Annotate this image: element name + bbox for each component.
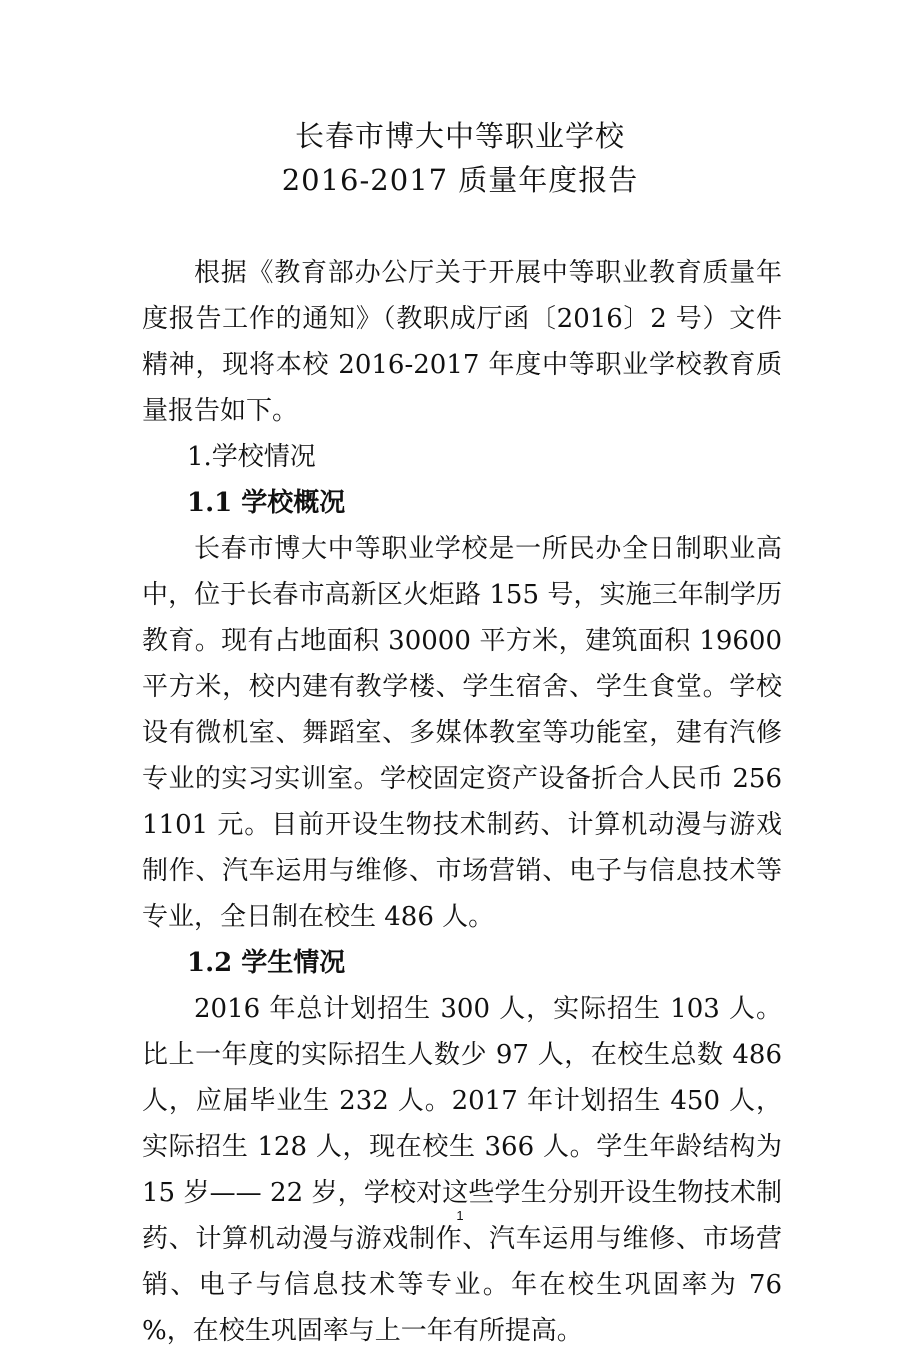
- document-title-line-2: 2016-2017 质量年度报告: [281, 163, 639, 197]
- section-1-2-heading: 1.2 学生情况: [187, 948, 346, 978]
- intro-paragraph: 根据《教育部办公厅关于开展中等职业教育质量年度报告工作的通知》（教职成厅函〔2016〕2 号）文件精神，现将本校 2016-2017 年度中等职业学校教育质量报告如下。: [142, 258, 782, 426]
- page-number: 1: [456, 1208, 464, 1223]
- document-body: [142, 250, 782, 1354]
- section-1-1-heading: 1.1 学校概况: [187, 488, 346, 518]
- section-1-heading: 1.学校情况: [187, 442, 316, 472]
- section-1-2-paragraph: 2016 年总计划招生 300 人，实际招生 103 人。比上一年度的实际招生人数少 97 人，在校生总数 486 人，应届毕业生 232 人。2017 年计划招生 450 人，实际招生 128 人，现在校生 366 人。学生年龄结构为 15 岁—— 22 岁，学校对这些学生分别开设生物技术制药、计算机动漫与游戏制作、汽车运用与维修、市场营销、电子与信息技术等专业。年在校生巩固率为 76 %，在校生巩固率与上一年有所提高。: [142, 994, 782, 1346]
- document-title-line-1: 长春市博大中等职业学校: [294, 119, 625, 153]
- section-1-1-paragraph: 长春市博大中等职业学校是一所民办全日制职业高中，位于长春市高新区火炬路 155 号，实施三年制学历教育。现有占地面积 30000 平方米，建筑面积 19600 平方米，校内建有教学楼、学生宿舍、学生食堂。学校设有微机室、舞蹈室、多媒体教室等功能室，建有汽修专业的实习实训室。学校固定资产设备折合人民币 2561101 元。目前开设生物技术制药、计算机动漫与游戏制作、汽车运用与维修、市场营销、电子与信息技术等专业，全日制在校生 486 人。: [142, 534, 782, 932]
